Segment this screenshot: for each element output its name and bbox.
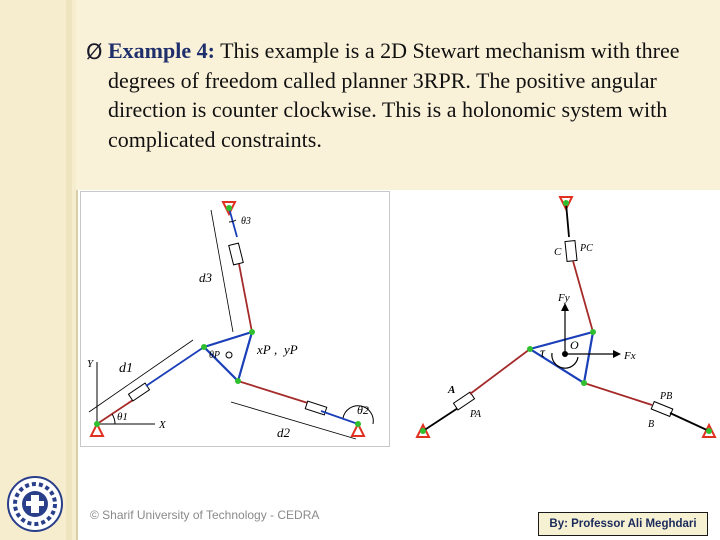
label-PA: PA <box>470 409 481 420</box>
label-tau: τ <box>540 346 546 361</box>
label-O: O <box>570 338 579 352</box>
leg3-actuator <box>229 243 244 265</box>
legC-lower <box>573 261 593 332</box>
label-A: A <box>448 384 456 396</box>
leg3-upper <box>229 208 237 237</box>
d3-dimension-line <box>211 210 233 332</box>
label-d1: d1 <box>119 361 133 376</box>
legB-upper <box>584 383 652 405</box>
left-decorative-bar <box>0 0 76 540</box>
leg2-lower <box>321 411 358 424</box>
label-B: B <box>648 419 655 430</box>
left-bar-stripe <box>66 0 72 540</box>
legA-lower <box>423 408 458 431</box>
label-thetap: θP <box>209 350 221 361</box>
force-fx-head <box>613 350 621 358</box>
d1-dimension-line <box>89 340 193 412</box>
label-d3: d3 <box>199 270 212 285</box>
legA-upper <box>470 349 530 394</box>
logo-svg <box>6 475 64 533</box>
example-paragraph <box>108 36 708 154</box>
figure-left-svg <box>81 192 389 446</box>
figure-left-3rpr-geometry <box>80 191 390 447</box>
copyright-text: © Sharif University of Technology - CEDRA <box>90 508 320 522</box>
legB-actuator <box>651 402 673 417</box>
label-xp: xP <box>257 342 271 357</box>
legC-actuator <box>565 241 577 262</box>
university-logo <box>6 475 64 533</box>
theta1-arc <box>112 414 115 424</box>
label-x-axis: X <box>159 419 166 431</box>
figure-right-3rpr-forces <box>412 191 720 445</box>
label-theta3: θ3 <box>241 216 251 227</box>
example-body: This example is a 2D Stewart mechanism with three degrees of freedom called planner 3RPR. The positive angular direction is counter clockwise. This is a holonomic system with complicated constraints. <box>108 38 680 152</box>
label-comma: , <box>274 342 278 357</box>
label-y-axis: Y <box>87 358 94 370</box>
figure-right-svg <box>412 191 720 445</box>
label-yp: yP <box>284 342 298 357</box>
legB-lower <box>670 413 709 431</box>
legA-actuator <box>453 392 474 410</box>
label-Fx: Fx <box>624 350 636 362</box>
label-Fy: Fy <box>558 292 570 304</box>
label-PC: PC <box>580 243 593 254</box>
author-label: By: Professor Ali Meghdari <box>538 512 708 536</box>
leg2-upper <box>238 381 311 404</box>
force-fy-head <box>561 303 569 311</box>
label-C: C <box>554 246 562 258</box>
label-theta2: θ2 <box>357 403 369 417</box>
label-d2: d2 <box>277 425 290 440</box>
platform-center <box>226 352 232 358</box>
label-PB: PB <box>660 391 673 402</box>
label-theta1: θ1 <box>117 411 128 423</box>
leg3-lower <box>239 264 252 332</box>
example-title: Example 4: <box>108 38 215 63</box>
bullet-arrow-icon: Ø <box>86 40 103 64</box>
d2-dimension-line <box>231 402 356 439</box>
